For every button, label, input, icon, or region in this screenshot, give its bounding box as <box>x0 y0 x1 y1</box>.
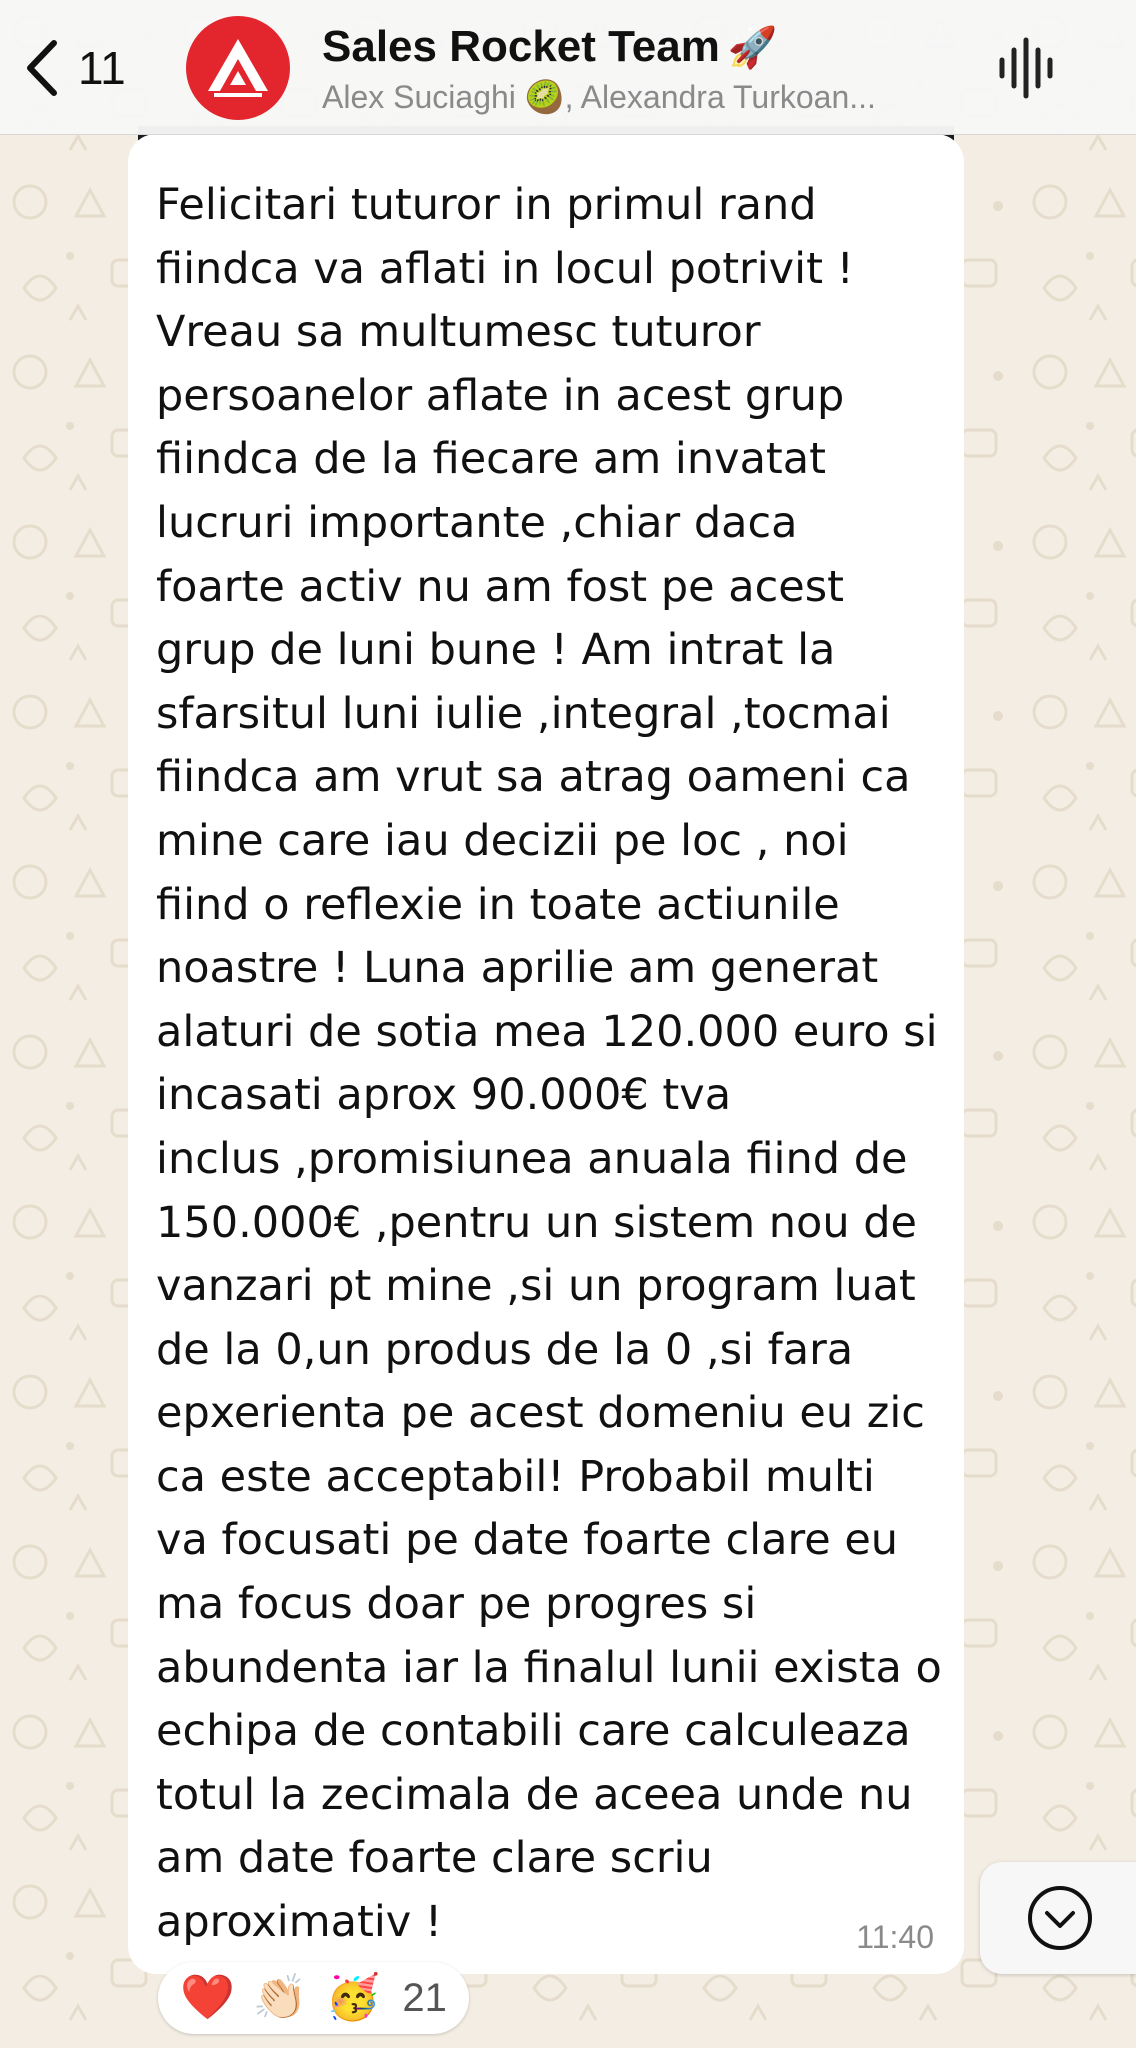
rocket-icon: 🚀 <box>727 26 778 70</box>
heart-reaction: ❤️ <box>180 1973 235 2022</box>
party-face-reaction: 🥳 <box>325 1973 381 2022</box>
back-button[interactable] <box>20 32 160 104</box>
clap-reaction: 👏🏻 <box>252 1973 308 2022</box>
chat-title[interactable] <box>322 22 778 72</box>
reaction-count: 21 <box>402 1975 447 2020</box>
chat-header <box>0 0 1136 135</box>
group-logo-icon <box>200 33 276 103</box>
message-bubble[interactable] <box>128 134 964 1974</box>
chat-title-text: Sales Rocket Team <box>322 22 720 71</box>
group-avatar[interactable] <box>186 16 290 120</box>
message-text: Felicitari tuturor in primul rand fiindca va aflati in locul potrivit ! Vreau sa multumesc tuturor persoanelor aflate in acest grup fiindca de la fiecare am invatat lucruri importante ,chiar daca foarte activ nu am fost pe acest grup de luni bune ! Am intrat la sfarsitul luni iulie ,integral ,tocmai fiindca am vrut sa atrag oameni ca mine care iau decizii pe loc , noi fiind o reflexie in toate actiunile noastre ! Luna aprilie am generat alaturi de sotia mea 120.000 euro si incasati aprox 90.000€ tva inclus ,promisiunea anuala fiind de 150.000€ ,pentru un sistem nou de vanzari pt mine ,si un program luat de la 0,un produs de la 0 ,si fara epxerienta pe acest domeniu eu zic ca este acceptabil! Probabil multi va focusati pe date foarte clare eu ma focus doar pe progres si abundenta iar la finalul lunii exista o echipa de contabili care calculeaza totul la zecimala de aceea unde nu am date foarte clare scriu aproximativ ! <box>156 180 942 1948</box>
unread-count: 11 <box>78 42 126 94</box>
chevron-down-circle-icon <box>1025 1883 1095 1953</box>
chevron-left-icon <box>20 35 64 101</box>
chat-members[interactable]: Alex Suciaghi 🥝, Alexandra Turkoan... <box>322 79 876 115</box>
scroll-to-bottom-button[interactable] <box>980 1862 1136 1974</box>
reactions-bar[interactable] <box>158 1962 469 2034</box>
waveform-icon[interactable] <box>996 36 1056 100</box>
message-time: 11:40 <box>856 1919 934 1955</box>
